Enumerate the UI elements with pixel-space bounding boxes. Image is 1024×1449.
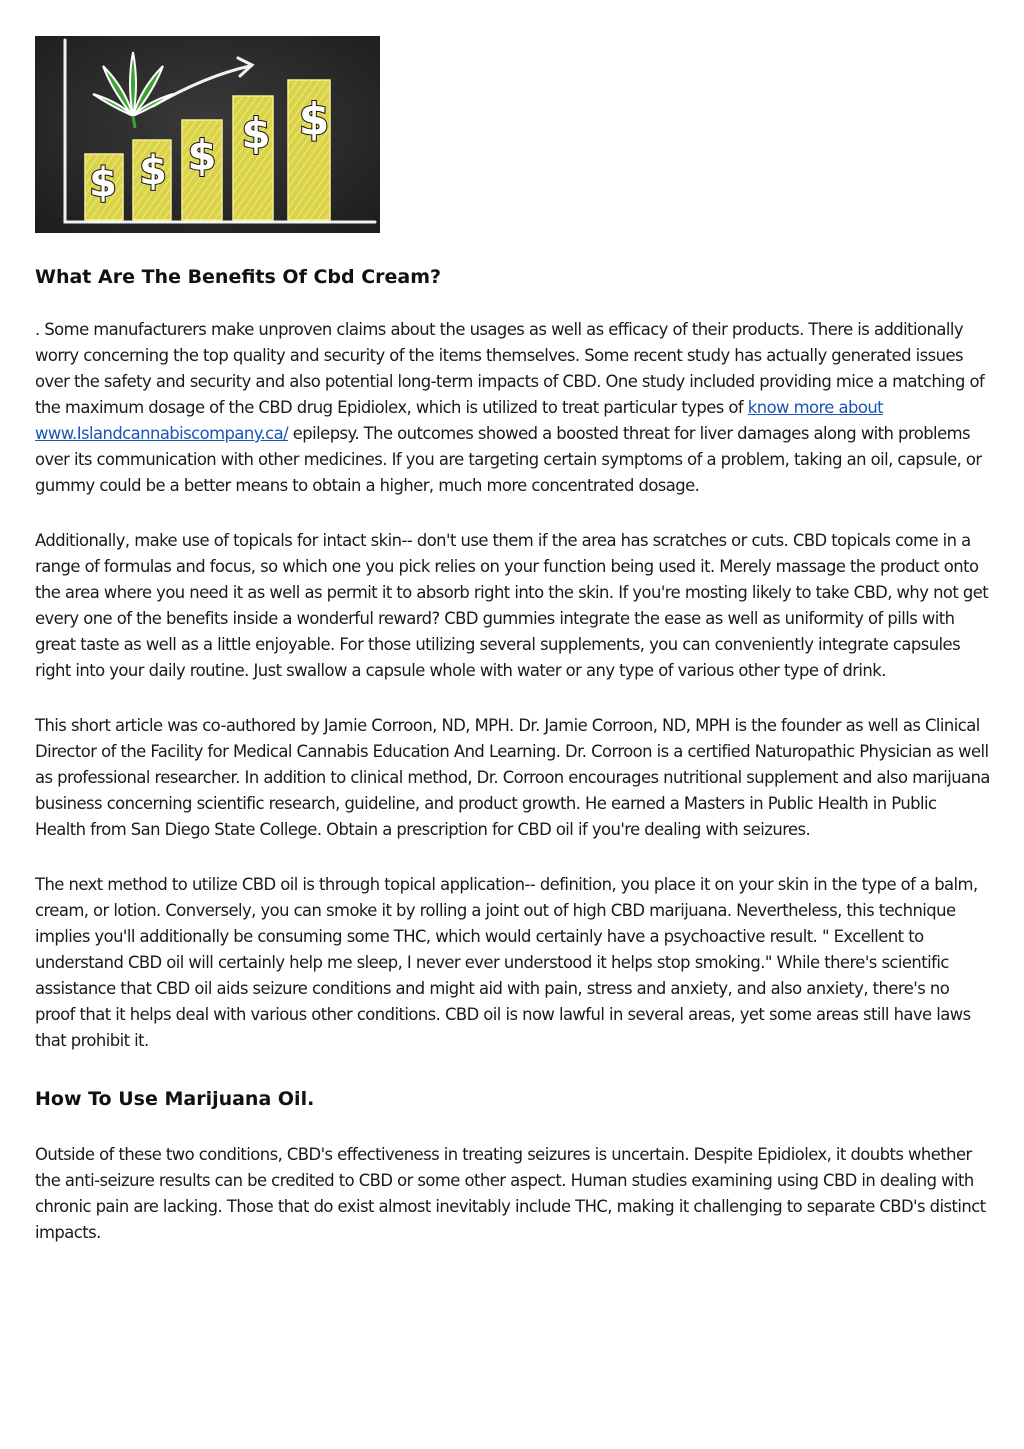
paragraph-2: Additionally, make use of topicals for intact skin-- don't use them if the area has scratches or cuts. CBD topicals come in a range of formulas and focus, so which one you pick relies on your function being used it. Merely massage the product onto the area where you need it as well as permit it to absorb right into the skin. If you're mosting likely to take CBD, why not get every one of the benefits inside a wonderful reward? CBD gummies integrate the ease as well as uniformity of pills with great taste as well as a little enjoyable. For those utilizing several supplements, you can conveniently integrate capsules right into your daily routine. Just swallow a capsule whole with water or any type of various other type of drink. xyxy=(35,531,989,680)
dollar-sign-1: $ xyxy=(89,160,117,206)
paragraph-1-text-before-link: . Some manufacturers make unproven claims about the usages as well as efficacy of their products. There is additionally worry concerning the top quality and security of the items themselves. Some recent study has actually generated issues over the safety and security and also potential long-term impacts of CBD. One study included providing mice a matching of the maximum dosage of the CBD drug Epidiolex, which is utilized to treat particular types of xyxy=(35,320,985,417)
paragraph-3: This short article was co-authored by Jamie Corroon, ND, MPH. Dr. Jamie Corroon, ND, MPH is the founder as well as Clinical Director of the Facility for Medical Cannabis Education And Learning. Dr. Corroon is a certified Naturopathic Physician as well as professional researcher. In addition to clinical method, Dr. Corroon encourages nutritional supplement and also marijuana business concerning scientific research, guideline, and product growth. He earned a Masters in Public Health in Public Health from San Diego State College. Obtain a prescription for CBD oil if you're dealing with seizures. xyxy=(35,716,990,839)
dollar-sign-5: $ xyxy=(298,94,330,145)
paragraph-1 xyxy=(35,317,990,499)
paragraph-5: Outside of these two conditions, CBD's effectiveness in treating seizures is uncertain. Despite Epidiolex, it doubts whether the anti-seizure results can be credited to CBD or some other aspect. Human studies examining using CBD in dealing with chronic pain are lacking. Those that do exist almost inevitably include THC, making it challenging to separate CBD's distinct impacts. xyxy=(35,1145,986,1242)
dollar-sign-3: $ xyxy=(187,131,217,180)
cannabis-leaf-icon xyxy=(89,50,177,138)
paragraph-1-text-after-link: epilepsy. The outcomes showed a boosted threat for liver damages along with problems over its communication with other medicines. If you are targeting certain symptoms of a problem, taking an oil, capsule, or gummy could be a better means to obtain a higher, much more concentrated dosage. xyxy=(35,424,982,495)
article-page xyxy=(35,36,990,1246)
islandcannabiscompany-link[interactable]: know more about www.Islandcannabiscompany.ca/ xyxy=(35,398,884,443)
dollar-sign-2: $ xyxy=(139,148,167,194)
cannabis-growth-chart-image xyxy=(35,36,380,233)
dollar-sign-4: $ xyxy=(241,109,271,158)
heading-benefits-cbd-cream: What Are The Benefits Of Cbd Cream? xyxy=(35,266,442,288)
heading-how-to-use-marijuana-oil: How To Use Marijuana Oil. xyxy=(35,1088,315,1110)
paragraph-4: The next method to utilize CBD oil is through topical application-- definition, you place it on your skin in the type of a balm, cream, or lotion. Conversely, you can smoke it by rolling a joint out of high CBD marijuana. Nevertheless, this technique implies you'll additionally be consuming some THC, which would certainly have a psychoactive result. " Excellent to understand CBD oil will certainly help me sleep, I never ever understood it helps stop smoking." While there's scientific assistance that CBD oil aids seizure conditions and might aid with pain, stress and anxiety, and also anxiety, there's no proof that it helps deal with various other conditions. CBD oil is now lawful in several areas, yet some areas still have laws that prohibit it. xyxy=(35,875,978,1050)
